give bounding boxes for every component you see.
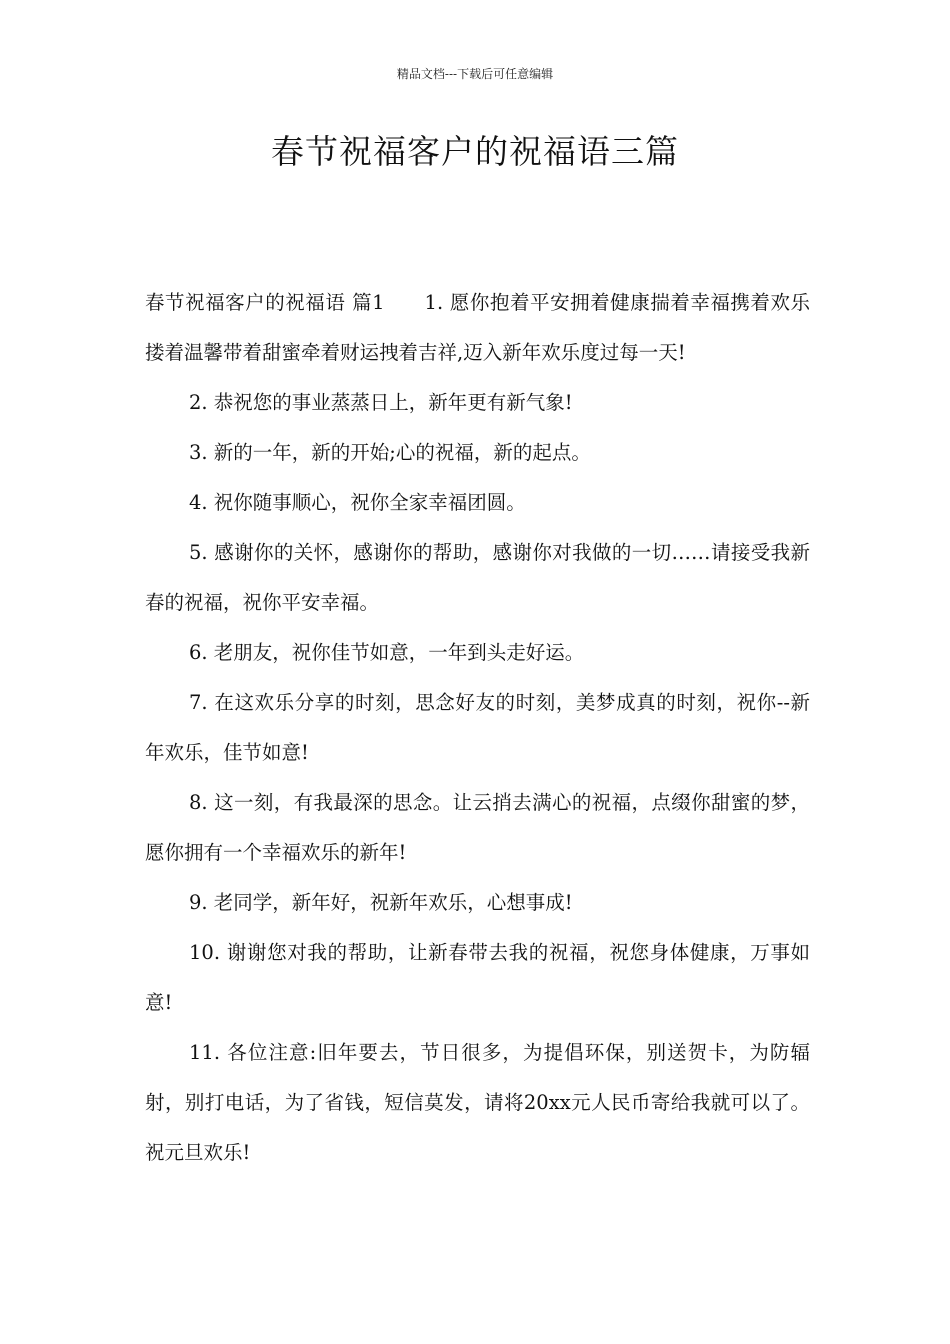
document-title: 春节祝福客户的祝福语三篇 [271,132,679,171]
paragraph-8: 8. 这一刻，有我最深的思念。让云捎去满心的祝福，点缀你甜蜜的梦，愿你拥有一个幸福欢乐的新年! [145,791,810,864]
paragraph-6: 6. 老朋友，祝你佳节如意，一年到头走好运。 [189,641,585,664]
section-label: 春节祝福客户的祝福语 篇1 [145,291,385,314]
header-note: 精品文档---下载后可任意编辑 [396,67,554,81]
paragraph-3: 3. 新的一年，新的开始;心的祝福，新的起点。 [189,441,591,464]
document-body [145,278,810,1178]
paragraph-1 [145,278,810,378]
paragraph-11: 11. 各位注意:旧年要去，节日很多，为提倡环保，别送贺卡，为防辐射，别打电话，为了省钱，短信莫发，请将20xx元人民币寄给我就可以了。祝元旦欢乐! [145,1041,810,1164]
paragraph-9: 9. 老同学，新年好，祝新年欢乐，心想事成! [189,891,573,914]
paragraph-10: 10. 谢谢您对我的帮助，让新春带去我的祝福，祝您身体健康，万事如意! [145,941,810,1014]
paragraph-4: 4. 祝你随事顺心，祝你全家幸福团圆。 [189,491,526,514]
paragraph-5: 5. 感谢你的关怀，感谢你的帮助，感谢你对我做的一切……请接受我新春的祝福，祝你平安幸福。 [145,541,810,614]
paragraph-2: 2. 恭祝您的事业蒸蒸日上，新年更有新气象! [189,391,573,414]
paragraph-7: 7. 在这欢乐分享的时刻，思念好友的时刻，美梦成真的时刻，祝你--新年欢乐，佳节如意! [145,691,810,764]
paragraph-text: 1. 愿你抱着平安拥着健康揣着幸福携着欢乐搂着温馨带着甜蜜牵着财运拽着吉祥,迈入新年欢乐度过每一天! [145,291,810,364]
